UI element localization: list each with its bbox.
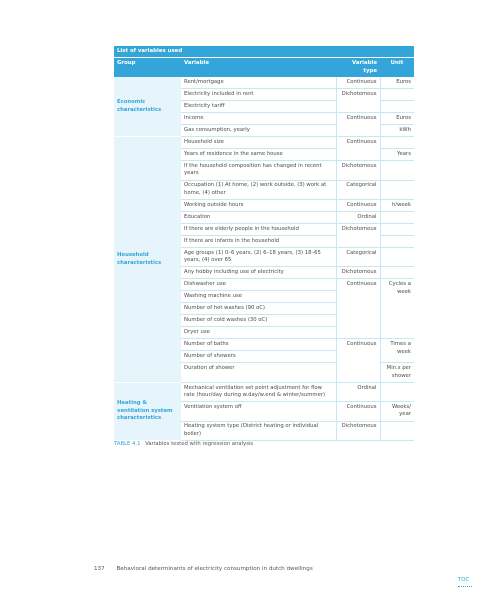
page-number: 137	[94, 566, 105, 572]
running-title: Behavioral determinants of electricity consumption in dutch dwellings	[116, 566, 313, 572]
group-economic: Economic characteristics	[114, 77, 181, 137]
table-caption: List of variables used	[114, 46, 414, 58]
unit-cell: Min.s per shower	[380, 363, 414, 382]
variable-cell: If there are infants in the household	[181, 236, 336, 248]
variable-cell: Any hobby including use of electricity	[181, 267, 336, 279]
table-row	[114, 382, 414, 401]
table-row	[114, 77, 414, 89]
variable-cell: Washing machine use	[181, 291, 336, 303]
variable-cell: Duration of shower	[181, 363, 336, 382]
table-caption-footnote	[114, 441, 253, 447]
unit-cell	[380, 248, 414, 267]
variable-cell: Electricity tariff	[181, 101, 336, 113]
header-unit: Unit	[380, 58, 414, 77]
unit-cell: Years	[380, 149, 414, 161]
type-cell: Categorical	[336, 180, 380, 199]
unit-cell: h/week	[380, 200, 414, 212]
unit-cell	[380, 101, 414, 113]
variable-cell: Electricity included in rent	[181, 89, 336, 101]
header-variable: Variable	[181, 58, 336, 77]
table-label: TABLE 4.1	[114, 441, 141, 447]
type-cell: Dichotomous	[336, 161, 380, 180]
toc-link[interactable]: TOC	[458, 577, 470, 583]
table-caption-row	[114, 46, 414, 58]
unit-cell	[380, 382, 414, 401]
group-household: Household characteristics	[114, 137, 181, 383]
variable-cell: If the household composition has changed in recent years	[181, 161, 336, 180]
variable-cell: Rent/mortgage	[181, 77, 336, 89]
variable-cell: Gas consumption, yearly	[181, 125, 336, 137]
type-cell: Ordinal	[336, 382, 380, 401]
variable-cell: Age groups (1) 0–6 years, (2) 6–18 years, (3) 18–65 years, (4) over 65	[181, 248, 336, 267]
type-cell: Continuous	[336, 279, 380, 339]
type-cell: Categorical	[336, 248, 380, 267]
unit-cell	[380, 212, 414, 224]
unit-cell: Weeks/ year	[380, 402, 414, 421]
toc-dots-divider	[458, 586, 472, 587]
table-header-row	[114, 58, 414, 77]
type-cell: Continuous	[336, 77, 380, 89]
variable-cell: Ventilation system off	[181, 402, 336, 421]
unit-cell	[380, 137, 414, 149]
unit-cell: Times a week	[380, 339, 414, 363]
group-heating-ventilation: Heating & ventilation system characteristics	[114, 382, 181, 440]
variable-cell: Heating system type (District heating or individual boiler)	[181, 421, 336, 440]
type-cell: Dichotomous	[336, 421, 380, 440]
variable-cell: Years of residence in the same house	[181, 149, 336, 161]
unit-cell: Cycles a week	[380, 279, 414, 339]
variable-cell: Mechanical ventilation set point adjustment for flow rate (hour/day during w.day/w.end & winter/summer)	[181, 382, 336, 401]
variable-cell: Working outside hours	[181, 200, 336, 212]
variable-cell: Occupation (1) At home, (2) work outside, (3) work at home, (4) other	[181, 180, 336, 199]
variable-cell: Number of hot washes (90 oC)	[181, 303, 336, 315]
variable-cell: Dryer use	[181, 327, 336, 339]
type-cell: Continuous	[336, 200, 380, 212]
type-cell: Continuous	[336, 402, 380, 421]
unit-cell	[380, 180, 414, 199]
unit-cell	[380, 224, 414, 236]
type-cell: Continuous	[336, 113, 380, 137]
page-footer	[94, 566, 313, 572]
unit-cell	[380, 89, 414, 101]
type-cell: Continuous	[336, 339, 380, 382]
type-cell: Dichotomous	[336, 267, 380, 279]
unit-cell	[380, 161, 414, 180]
unit-cell: Euros	[380, 113, 414, 125]
variable-cell: Number of showers	[181, 351, 336, 363]
header-variable-type: Variable type	[336, 58, 380, 77]
table-row	[114, 137, 414, 149]
unit-cell: kWh	[380, 125, 414, 137]
variable-cell: Education	[181, 212, 336, 224]
variable-cell: Income	[181, 113, 336, 125]
type-cell: Continuous	[336, 137, 380, 161]
variable-cell: If there are elderly people in the household	[181, 224, 336, 236]
variable-cell: Number of baths	[181, 339, 336, 351]
unit-cell: Euros	[380, 77, 414, 89]
table-caption-text: Variables tested with regression analysis	[145, 441, 254, 447]
variable-cell: Household size	[181, 137, 336, 149]
variable-cell: Dishwasher use	[181, 279, 336, 291]
type-cell: Ordinal	[336, 212, 380, 224]
unit-cell	[380, 267, 414, 279]
header-group: Group	[114, 58, 181, 77]
type-cell: Dichotomous	[336, 89, 380, 113]
unit-cell	[380, 421, 414, 440]
variables-table	[114, 46, 414, 441]
type-cell: Dichotomous	[336, 224, 380, 248]
variable-cell: Number of cold washes (30 oC)	[181, 315, 336, 327]
unit-cell	[380, 236, 414, 248]
